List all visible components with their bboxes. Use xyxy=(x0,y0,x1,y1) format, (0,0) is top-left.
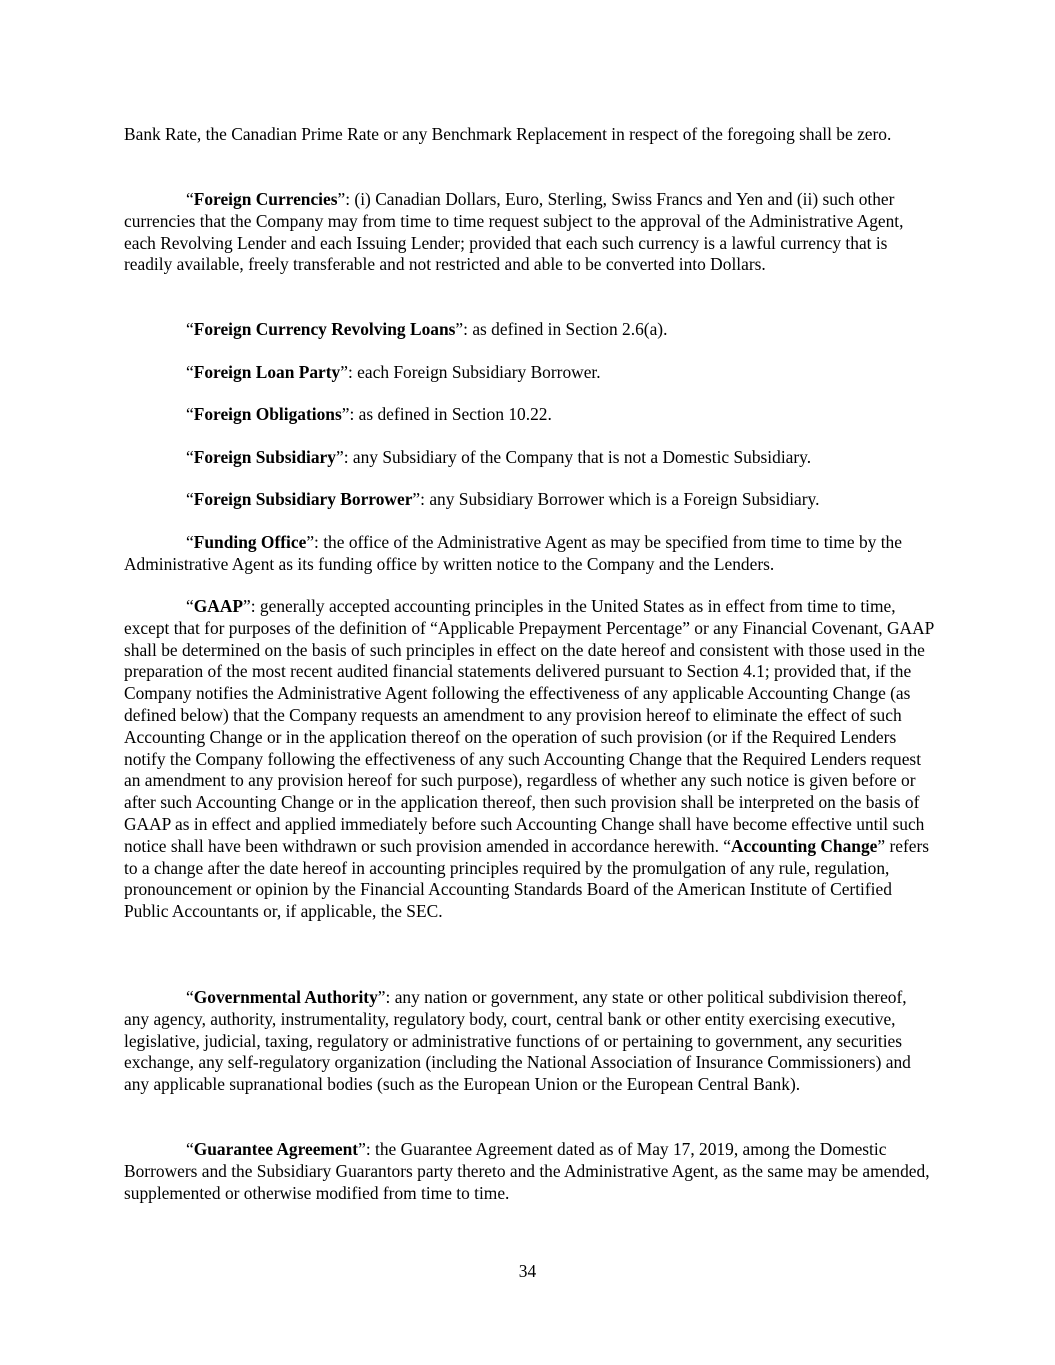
defined-term: Foreign Loan Party xyxy=(193,362,341,382)
definition-text: : as defined in Section 2.6(a). xyxy=(463,319,668,339)
definition-text: : the Guarantee Agreement dated as of May 17, 2019, among the Domestic Borrowers and the Subsidiary Guarantors party thereto and the Administrative Agent, as the same may be amended, supplemented or otherwise modified from time to time. xyxy=(124,1139,930,1203)
definition-text: : generally accepted accounting principles in the United States as in effect from time to time, except that for purposes of the definition of “Applicable Prepayment Percentage” or any Financial Covenant, GAAP shall be determined on the basis of such principles in effect on the date hereof and consistent with those used in the preparation of the most recent audited financial statements delivered pursuant to Section 4.1; provided that, if the Company notifies the Administrative Agent following the effectiveness of any applicable Accounting Change (as defined below) that the Company requests an amendment to any provision hereof to eliminate the effect of such Accounting Change or in the application thereof on the operation of such provision (or if the Required Lenders notify the Company following the effectiveness of any such Accounting Change that the Required Lenders request an amendment to any provision hereof for such purpose), regardless of whether any such notice is given before or after such Accounting Change or in the application thereof, then such provision shall be interpreted on the basis of GAAP as in effect and applied immediately before such Accounting Change shall have become effective until such notice shall have been withdrawn or such provision amended in accordance herewith. “ xyxy=(124,596,934,856)
defined-term: Guarantee Agreement xyxy=(193,1139,359,1159)
defined-term: Foreign Subsidiary xyxy=(193,447,336,467)
definition-funding-office: “Funding Office”: the office of the Administrative Agent as may be specified from time to time by the Administrative Agent as its funding office by written notice to the Company and the Lenders. xyxy=(124,532,902,574)
definition-text: : each Foreign Subsidiary Borrower. xyxy=(348,362,601,382)
definition-text-continued: ” refers to a change after the date hereof in accounting principles required by the promulgation of any rule, regulation, pronouncement or opinion by the Financial Accounting Standards Board of the American Institute of Certified Public Accountants or, if applicable, the SEC. xyxy=(124,835,930,922)
paragraph-bank-rate-continuation xyxy=(124,124,934,146)
defined-term: Governmental Authority xyxy=(193,987,378,1007)
defined-term: Foreign Currencies xyxy=(193,189,338,209)
definition-foreign-currency-revolving-loans: “Foreign Currency Revolving Loans”: as defined in Section 2.6(a). xyxy=(186,319,668,339)
defined-term: Funding Office xyxy=(193,532,307,552)
page-number: 34 xyxy=(518,1261,537,1281)
definition-text: : any Subsidiary Borrower which is a Foreign Subsidiary. xyxy=(420,489,820,509)
definition-text: : (i) Canadian Dollars, Euro, Sterling, Swiss Francs and Yen and (ii) such other currencies that the Company may from time to time request subject to the approval of the Administrative Agent, each Revolving Lender and each Issuing Lender; provided that each such currency is a lawful currency that is readily available, freely transferable and not restricted and able to be converted into Dollars. xyxy=(124,189,904,275)
definition-text: : any nation or government, any state or other political subdivision thereof, any agency, authority, instrumentality, regulatory body, court, central bank or other entity exercising executive, legislative, judicial, taxing, regulatory or administrative functions of or pertaining to government, any securities exchange, any self-regulatory organization (including the National Association of Insurance Commissioners) and any applicable supranational bodies (such as the European Union or the European Central Bank). xyxy=(124,987,911,1095)
paragraph-text: Bank Rate, the Canadian Prime Rate or any Benchmark Replacement in respect of the foregoing shall be zero. xyxy=(124,124,892,144)
defined-term: Foreign Currency Revolving Loans xyxy=(193,319,456,339)
definition-text: : as defined in Section 10.22. xyxy=(349,404,552,424)
definition-foreign-loan-party: “Foreign Loan Party”: each Foreign Subsidiary Borrower. xyxy=(186,362,601,382)
definition-foreign-currencies: “Foreign Currencies”: (i) Canadian Dollars, Euro, Sterling, Swiss Francs and Yen and (ii) such other currencies that the Company may from time to time request subject to the approval of the Administrative Agent, each Revolving Lender and each Issuing Lender; provided that each such currency is a lawful currency that is readily available, freely transferable and not restricted and able to be converted into Dollars. xyxy=(124,189,904,275)
definition-text: : the office of the Administrative Agent as may be specified from time to time by the Administrative Agent as its funding office by written notice to the Company and the Lenders. xyxy=(124,532,902,574)
definition-text: : any Subsidiary of the Company that is not a Domestic Subsidiary. xyxy=(343,447,812,467)
definition-gaap: “GAAP”: generally accepted accounting principles in the United States as in effect from time to time, except that for purposes of the definition of “Applicable Prepayment Percentage” or any Financial Covenant, GAAP shall be determined on the basis of such principles in effect on the date hereof and consistent with those used in the preparation of the most recent audited financial statements delivered pursuant to Section 4.1; provided that, if the Company notifies the Administrative Agent following the effectiveness of any applicable Accounting Change (as defined below) that the Company requests an amendment to any provision hereof to eliminate the effect of such Accounting Change or in the application thereof on the operation of such provision (or if the Required Lenders notify the Company following the effectiveness of any such Accounting Change that the Required Lenders request an amendment to any provision hereof for such purpose), regardless of whether any such notice is given before or after such Accounting Change or in the application thereof, then such provision shall be interpreted on the basis of GAAP as in effect and applied immediately before such Accounting Change shall have become effective until such notice shall have been withdrawn or such provision amended in accordance herewith. “Accounting Change” refers to a change after the date hereof in accounting principles required by the promulgation of any rule, regulation, pronouncement or opinion by the Financial Accounting Standards Board of the American Institute of Certified Public Accountants or, if applicable, the SEC. xyxy=(124,596,934,922)
defined-term: Foreign Obligations xyxy=(193,404,342,424)
defined-term: Foreign Subsidiary Borrower xyxy=(193,489,413,509)
defined-term: GAAP xyxy=(193,596,244,616)
definition-foreign-subsidiary: “Foreign Subsidiary”: any Subsidiary of the Company that is not a Domestic Subsidiary. xyxy=(186,447,812,467)
inner-defined-term: Accounting Change xyxy=(731,835,878,856)
definition-foreign-subsidiary-borrower: “Foreign Subsidiary Borrower”: any Subsidiary Borrower which is a Foreign Subsidiary. xyxy=(186,489,820,509)
definition-guarantee-agreement: “Guarantee Agreement”: the Guarantee Agreement dated as of May 17, 2019, among the Domestic Borrowers and the Subsidiary Guarantors party thereto and the Administrative Agent, as the same may be amended, supplemented or otherwise modified from time to time. xyxy=(124,1139,930,1203)
definition-foreign-obligations: “Foreign Obligations”: as defined in Section 10.22. xyxy=(186,404,552,424)
definition-governmental-authority: “Governmental Authority”: any nation or government, any state or other political subdivision thereof, any agency, authority, instrumentality, regulatory body, court, central bank or other entity exercising executive, legislative, judicial, taxing, regulatory or administrative functions of or pertaining to government, any securities exchange, any self-regulatory organization (including the National Association of Insurance Commissioners) and any applicable supranational bodies (such as the European Union or the European Central Bank). xyxy=(124,987,911,1095)
